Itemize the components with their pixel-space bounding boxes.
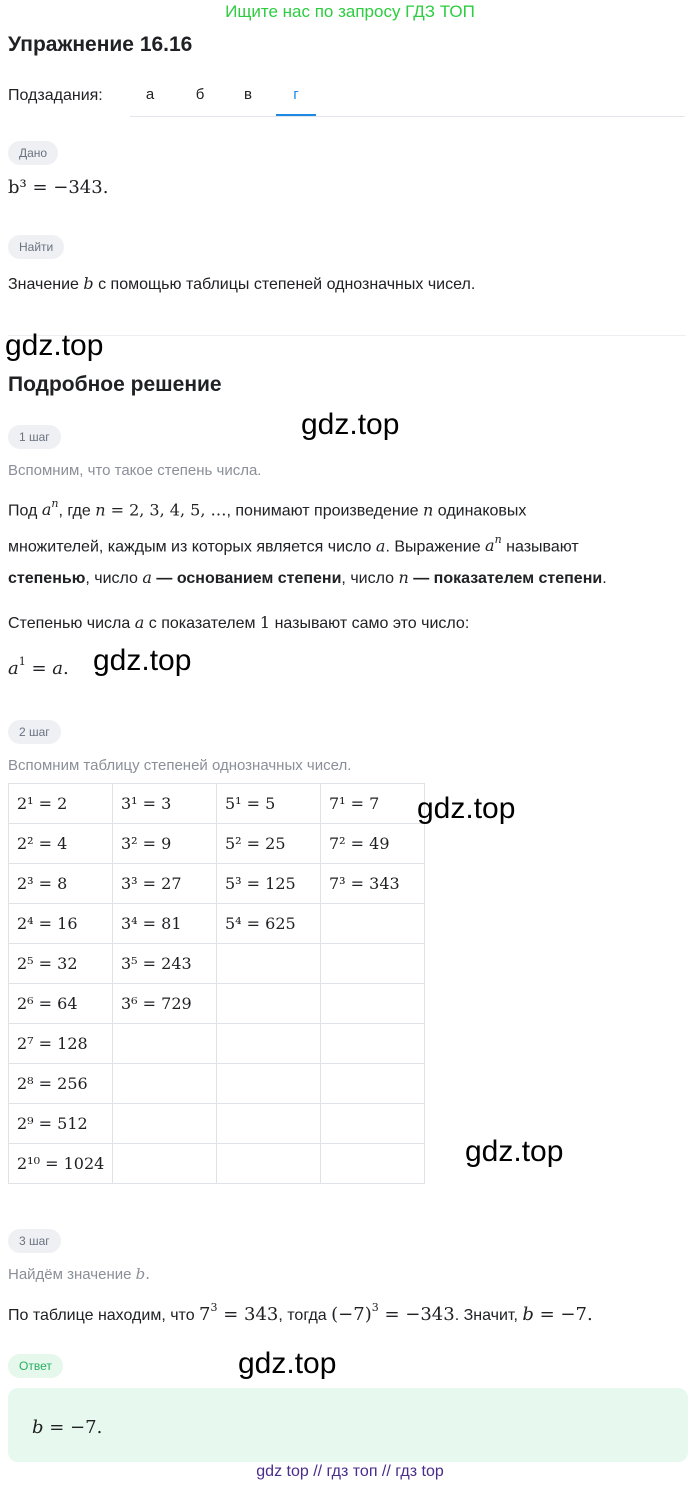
- table-cell: 3⁶ = 729: [113, 984, 217, 1024]
- math-a: a: [134, 613, 145, 632]
- text: множителей, каждым из которых является число: [8, 538, 372, 556]
- math-b: b.: [135, 1265, 151, 1283]
- math-one: 1: [259, 613, 271, 632]
- math-expr1: $7^3 = 343$: [199, 1301, 279, 1325]
- table-cell: 2⁴ = 16: [9, 904, 113, 944]
- text: — основанием степени: [156, 570, 342, 587]
- table-cell: 5⁴ = 625: [217, 904, 321, 944]
- table-cell: [321, 1064, 425, 1104]
- text: , число: [85, 570, 138, 587]
- text: , понимают произведение: [226, 502, 419, 520]
- math-n: n: [398, 568, 409, 587]
- math-expr3: b = −7.: [522, 1304, 593, 1325]
- table-cell: [321, 1024, 425, 1064]
- table-cell: 7¹ = 7: [321, 784, 425, 824]
- tab-v[interactable]: в: [244, 86, 252, 103]
- table-cell: [217, 1104, 321, 1144]
- divider: [8, 335, 686, 336]
- text: Степенью числа: [8, 615, 131, 632]
- table-row: [9, 1104, 425, 1144]
- given-badge: Дано: [8, 141, 58, 165]
- table-cell: [113, 1104, 217, 1144]
- table-cell: 5³ = 125: [217, 864, 321, 904]
- page-title: Упражнение 16.16: [8, 33, 193, 56]
- step3-conclusion: [8, 1292, 698, 1334]
- table-row: [9, 864, 425, 904]
- math-a-n: $a^n$: [41, 497, 59, 520]
- table-row: [9, 824, 425, 864]
- table-cell: [217, 984, 321, 1024]
- step1-badge: 1 шаг: [8, 425, 61, 449]
- table-cell: [217, 1024, 321, 1064]
- tab-g[interactable]: г: [276, 86, 316, 116]
- subtasks-label: Подзадания:: [8, 87, 103, 104]
- find-text-before: Значение: [8, 276, 79, 293]
- watermark: gdz.top: [465, 1135, 564, 1168]
- text: , тогда: [278, 1307, 327, 1324]
- table-cell: 2³ = 8: [9, 864, 113, 904]
- table-cell: [321, 904, 425, 944]
- text: называют само это число:: [274, 615, 470, 632]
- table-cell: [321, 944, 425, 984]
- find-text: [8, 274, 475, 294]
- table-cell: 2¹⁰ = 1024: [9, 1144, 113, 1184]
- watermark: gdz.top: [238, 1347, 337, 1380]
- table-cell: [217, 944, 321, 984]
- math-a: a: [375, 536, 386, 556]
- table-cell: 3¹ = 3: [113, 784, 217, 824]
- find-variable: b: [83, 274, 94, 293]
- math-a: a: [142, 568, 152, 587]
- search-banner: Ищите нас по запросу ГДЗ ТОП: [225, 2, 475, 21]
- table-row: [9, 1144, 425, 1184]
- table-cell: [321, 1104, 425, 1144]
- table-cell: 7³ = 343: [321, 864, 425, 904]
- step3-intro: [8, 1265, 150, 1283]
- table-row: [9, 1064, 425, 1104]
- table-cell: 2⁶ = 64: [9, 984, 113, 1024]
- subtask-tabs: [130, 78, 685, 117]
- table-cell: 3⁴ = 81: [113, 904, 217, 944]
- find-badge: Найти: [8, 235, 64, 259]
- math-n-list: n = 2, 3, 4, 5, …: [95, 500, 227, 520]
- solution-title: Подробное решение: [8, 373, 222, 396]
- text: По таблице находим, что: [8, 1307, 195, 1324]
- table-cell: 3⁵ = 243: [113, 944, 217, 984]
- text: называют: [506, 538, 579, 556]
- watermark: gdz.top: [417, 792, 516, 825]
- table-cell: 2⁷ = 128: [9, 1024, 113, 1064]
- tab-b[interactable]: б: [195, 86, 205, 103]
- table-cell: [321, 1144, 425, 1184]
- text: . Выражение: [385, 538, 481, 556]
- step1-line3: степенью, число a — основанием степени, число n — показателем степени.: [8, 568, 607, 587]
- table-cell: [113, 1144, 217, 1184]
- text: одинаковых: [437, 502, 527, 520]
- table-row: [9, 944, 425, 984]
- step2-intro: Вспомним таблицу степеней однозначных чисел.: [8, 757, 352, 774]
- step1-formula: $a^1 = a$.: [8, 655, 69, 679]
- table-cell: 2⁹ = 512: [9, 1104, 113, 1144]
- table-cell: 2¹ = 2: [9, 784, 113, 824]
- text: с показателем: [148, 615, 256, 632]
- find-text-after: с помощью таблицы степеней однозначных чисел.: [98, 276, 476, 293]
- watermark: gdz.top: [301, 408, 400, 441]
- table-cell: [113, 1024, 217, 1064]
- table-row: [9, 1024, 425, 1064]
- table-row: [9, 904, 425, 944]
- answer-value: b = −7.: [32, 1417, 103, 1438]
- watermark: gdz.top: [93, 644, 192, 677]
- step1-intro: Вспомним, что такое степень числа.: [8, 462, 262, 479]
- watermark: gdz.top: [5, 329, 104, 362]
- table-cell: [113, 1064, 217, 1104]
- table-cell: 5¹ = 5: [217, 784, 321, 824]
- text: , где: [58, 502, 91, 520]
- answer-badge: Ответ: [8, 1354, 63, 1378]
- table-cell: 7² = 49: [321, 824, 425, 864]
- table-row: [9, 984, 425, 1024]
- footer-links: gdz top // гдз топ // гдз top: [256, 1463, 444, 1480]
- step3-badge: 3 шаг: [8, 1229, 61, 1253]
- text: — показателем степени: [413, 570, 603, 587]
- step2-badge: 2 шаг: [8, 720, 61, 744]
- text: . Значит,: [454, 1307, 518, 1324]
- text: Под: [8, 502, 38, 520]
- powers-table: [8, 783, 425, 1184]
- table-cell: [217, 1144, 321, 1184]
- answer-box: [8, 1388, 688, 1462]
- text: , число: [341, 570, 394, 587]
- table-cell: [217, 1064, 321, 1104]
- table-row: [9, 784, 425, 824]
- math-a-n: $a^n$: [485, 533, 502, 556]
- text: степенью: [8, 570, 86, 587]
- given-expression: b³ = −343.: [8, 177, 109, 198]
- table-cell: 3³ = 27: [113, 864, 217, 904]
- step1-line4: [8, 605, 688, 642]
- math-n: n: [423, 500, 434, 520]
- math-expr2: $(-7)^3 = -343$: [331, 1301, 455, 1325]
- text: Найдём значение: [8, 1266, 132, 1283]
- table-cell: 5² = 25: [217, 824, 321, 864]
- table-cell: 2⁵ = 32: [9, 944, 113, 984]
- table-cell: 2⁸ = 256: [9, 1064, 113, 1104]
- table-cell: [321, 984, 425, 1024]
- table-cell: 2² = 4: [9, 824, 113, 864]
- tab-a[interactable]: а: [145, 86, 155, 103]
- table-cell: 3² = 9: [113, 824, 217, 864]
